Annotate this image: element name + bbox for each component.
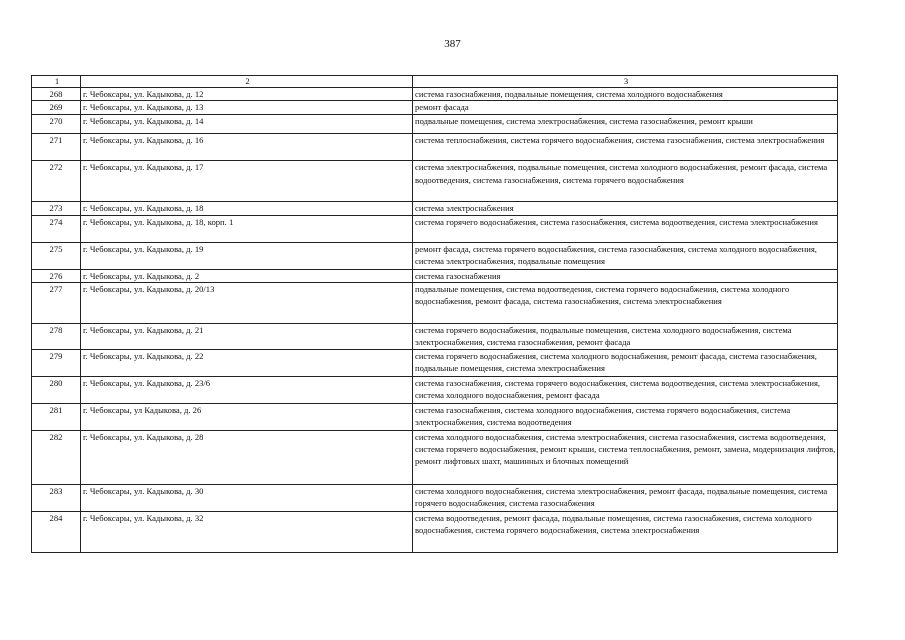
row-address: г. Чебоксары, ул. Кадыкова, д. 28 [81, 430, 413, 484]
row-number: 276 [32, 269, 81, 282]
row-works: система газоснабжения, система холодного водоснабжения, система горячего водоснабжения, система электроснабжения, система водоотведения [413, 403, 838, 430]
table-row [32, 403, 838, 430]
table-row [32, 134, 838, 161]
row-number: 271 [32, 134, 81, 161]
table-row [32, 282, 838, 323]
table-header-row [32, 76, 838, 88]
row-address: г. Чебоксары, ул. Кадыкова, д. 17 [81, 161, 413, 202]
row-works: подвальные помещения, система электроснабжения, система газоснабжения, ремонт крыши [413, 115, 838, 134]
table-row [32, 511, 838, 552]
row-works: система горячего водоснабжения, подвальные помещения, система холодного водоснабжения, система электроснабжения, система газоснабжения, ремонт фасада [413, 323, 838, 349]
column-header-number: 1 [32, 76, 81, 88]
row-address: г. Чебоксары, ул. Кадыкова, д. 13 [81, 101, 413, 115]
row-address: г. Чебоксары, ул. Кадыкова, д. 22 [81, 349, 413, 376]
row-address: г. Чебоксары, ул. Кадыкова, д. 18 [81, 202, 413, 215]
row-address: г. Чебоксары, ул. Кадыкова, д. 2 [81, 269, 413, 282]
row-works: подвальные помещения, система водоотведения, система горячего водоснабжения, система холодного водоснабжения, ремонт фасада, система газоснабжения, система электроснабжения [413, 282, 838, 323]
row-works: система теплоснабжения, система горячего водоснабжения, система газоснабжения, система электроснабжения [413, 134, 838, 161]
row-number: 268 [32, 88, 81, 101]
page-number: 387 [444, 38, 461, 50]
row-address: г. Чебоксары, ул. Кадыкова, д. 16 [81, 134, 413, 161]
table-row [32, 269, 838, 282]
row-address: г. Чебоксары, ул. Кадыкова, д. 12 [81, 88, 413, 101]
table-row [32, 242, 838, 269]
table-row [32, 202, 838, 215]
row-number: 281 [32, 403, 81, 430]
row-number: 282 [32, 430, 81, 484]
row-works: система газоснабжения, подвальные помещения, система холодного водоснабжения [413, 88, 838, 101]
row-number: 269 [32, 101, 81, 115]
table-row [32, 88, 838, 101]
table-row [32, 323, 838, 349]
row-address: г. Чебоксары, ул. Кадыкова, д. 32 [81, 511, 413, 552]
row-address: г. Чебоксары, ул. Кадыкова, д. 20/13 [81, 282, 413, 323]
row-number: 275 [32, 242, 81, 269]
row-address: г. Чебоксары, ул. Кадыкова, д. 21 [81, 323, 413, 349]
table-row [32, 430, 838, 484]
row-number: 284 [32, 511, 81, 552]
table-row [32, 101, 838, 115]
table-row [32, 161, 838, 202]
row-works: ремонт фасада, система горячего водоснабжения, система газоснабжения, система холодного водоснабжения, система электроснабжения, подвальные помещения [413, 242, 838, 269]
row-number: 270 [32, 115, 81, 134]
row-address: г. Чебоксары, ул. Кадыкова, д. 18, корп. 1 [81, 215, 413, 242]
row-works: система электроснабжения [413, 202, 838, 215]
works-table [31, 75, 838, 553]
row-works: система электроснабжения, подвальные помещения, система холодного водоснабжения, ремонт фасада, система водоотведения, система газоснабжения, система горячего водоснабжения [413, 161, 838, 202]
column-header-address: 2 [81, 76, 413, 88]
row-address: г. Чебоксары, ул Кадыкова, д. 26 [81, 403, 413, 430]
column-header-works: 3 [413, 76, 838, 88]
row-number: 279 [32, 349, 81, 376]
row-address: г. Чебоксары, ул. Кадыкова, д. 30 [81, 484, 413, 511]
row-works: система горячего водоснабжения, система холодного водоснабжения, ремонт фасада, система газоснабжения, подвальные помещения, система электроснабжения [413, 349, 838, 376]
row-number: 280 [32, 376, 81, 403]
table-row [32, 215, 838, 242]
row-number: 278 [32, 323, 81, 349]
row-number: 273 [32, 202, 81, 215]
row-number: 283 [32, 484, 81, 511]
row-address: г. Чебоксары, ул. Кадыкова, д. 23/6 [81, 376, 413, 403]
table-row [32, 484, 838, 511]
table-row [32, 349, 838, 376]
row-address: г. Чебоксары, ул. Кадыкова, д. 19 [81, 242, 413, 269]
row-works: система холодного водоснабжения, система электроснабжения, ремонт фасада, подвальные помещения, система горячего водоснабжения, система газоснабжения [413, 484, 838, 511]
row-works: система холодного водоснабжения, система электроснабжения, система газоснабжения, система водоотведения, система горячего водоснабжения, ремонт крыши, система теплоснабжения, ремонт, замена, модернизация лифтов, ремонт лифтовых шахт, машинных и блочных помещений [413, 430, 838, 484]
row-works: система газоснабжения, система горячего водоснабжения, система водоотведения, система электроснабжения, система холодного водоснабжения, ремонт фасада [413, 376, 838, 403]
row-works: ремонт фасада [413, 101, 838, 115]
row-number: 277 [32, 282, 81, 323]
row-address: г. Чебоксары, ул. Кадыкова, д. 14 [81, 115, 413, 134]
row-works: система горячего водоснабжения, система газоснабжения, система водоотведения, система электроснабжения [413, 215, 838, 242]
row-works: система газоснабжения [413, 269, 838, 282]
table-row [32, 376, 838, 403]
row-number: 272 [32, 161, 81, 202]
table-row [32, 115, 838, 134]
row-number: 274 [32, 215, 81, 242]
row-works: система водоотведения, ремонт фасада, подвальные помещения, система газоснабжения, система холодного водоснабжения, система горячего водоснабжения, система электроснабжения [413, 511, 838, 552]
